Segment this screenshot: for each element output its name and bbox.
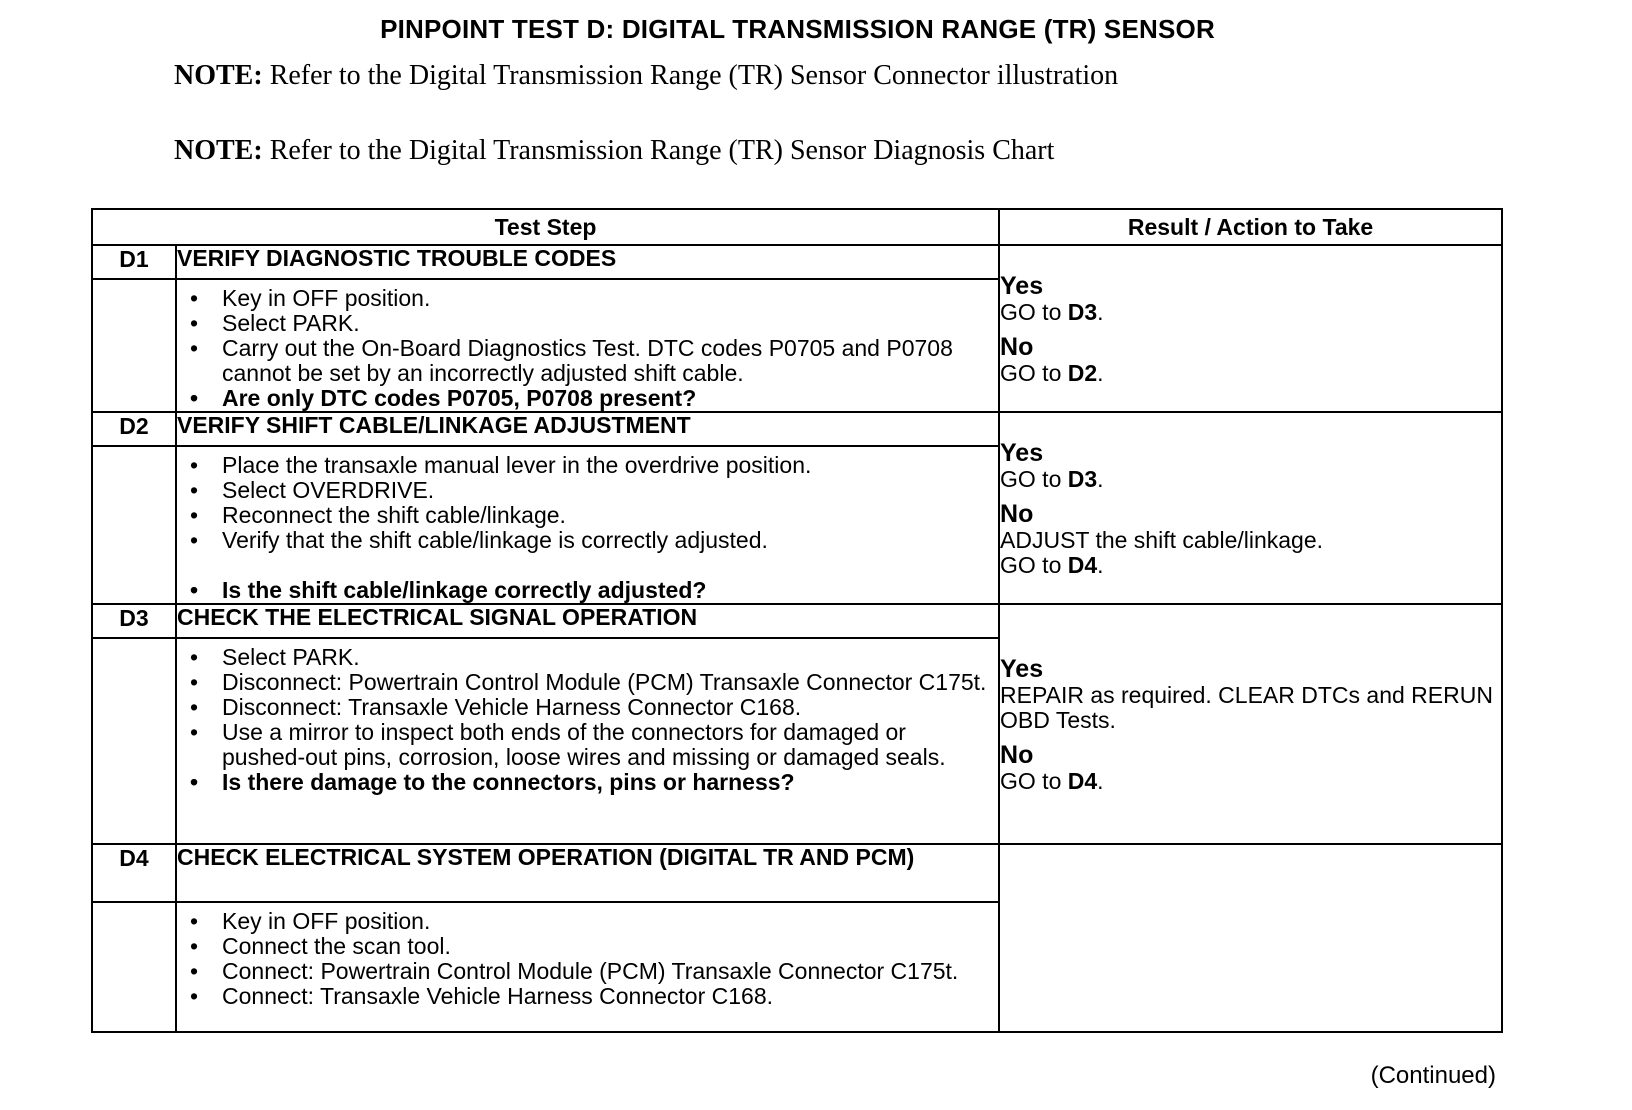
note-label: NOTE:: [174, 135, 263, 166]
table-header-row: [92, 209, 1502, 245]
step-id: D1: [92, 245, 176, 279]
continued-label: (Continued): [1370, 1062, 1496, 1089]
instruction-item: • Carry out the On-Board Diagnostics Test. DTC codes P0705 and P0708 cannot be set by an incorrectly adjusted shift cable.: [222, 336, 988, 386]
instruction-item: • Select OVERDRIVE.: [222, 478, 988, 503]
step-instructions: [176, 446, 999, 604]
result-yes-label: Yes: [1000, 654, 1044, 683]
instruction-item: • Key in OFF position.: [222, 909, 988, 934]
step-reference: D2: [1067, 359, 1098, 386]
instruction-item: • Select PARK.: [222, 645, 988, 670]
instruction-item: • Select PARK.: [222, 311, 988, 336]
step-title: CHECK THE ELECTRICAL SIGNAL OPERATION: [176, 604, 999, 638]
step-id: D3: [92, 604, 176, 638]
step-d2-title-row: [92, 412, 1502, 446]
instruction-item: • Connect: Powertrain Control Module (PCM) Transaxle Connector C175t.: [222, 959, 988, 984]
step-d4-result: [999, 844, 1502, 1032]
result-no-label: No: [1000, 740, 1034, 769]
step-title: CHECK ELECTRICAL SYSTEM OPERATION (DIGITAL TR AND PCM): [176, 844, 999, 902]
note-text: Refer to the Digital Transmission Range (TR) Sensor Connector illustration: [269, 60, 1119, 91]
step-d3-result: [999, 604, 1502, 844]
step-id-blank: [92, 902, 176, 1032]
instruction-item: • Reconnect the shift cable/linkage.: [222, 503, 988, 528]
result-no-label: No: [1000, 332, 1034, 361]
step-id: D2: [92, 412, 176, 446]
result-yes-action: GO to D3.: [1000, 298, 1104, 325]
pinpoint-test-table: [91, 208, 1503, 1033]
instruction-item: • Use a mirror to inspect both ends of the connectors for damaged or pushed-out pins, corrosion, loose wires and missing or damaged seals.: [222, 720, 988, 770]
step-title: VERIFY SHIFT CABLE/LINKAGE ADJUSTMENT: [176, 412, 999, 446]
note-label: NOTE:: [174, 60, 263, 91]
result-yes-label: Yes: [1000, 271, 1044, 300]
instruction-question: • Is there damage to the connectors, pins or harness?: [222, 770, 988, 795]
step-d3-title-row: [92, 604, 1502, 638]
page-title: PINPOINT TEST D: DIGITAL TRANSMISSION RANGE (TR) SENSOR: [380, 14, 1215, 44]
result-yes-action: GO to D3.: [1000, 465, 1104, 492]
note-connector-illustration: [174, 60, 1118, 92]
result-yes-action: REPAIR as required. CLEAR DTCs and RERUN OBD Tests.: [1000, 681, 1493, 733]
step-instructions: [176, 638, 999, 844]
result-no-action: GO to D4.: [1000, 551, 1104, 578]
header-result-action: Result / Action to Take: [999, 209, 1502, 245]
header-test-step: Test Step: [92, 209, 999, 245]
step-reference: D4: [1067, 767, 1098, 794]
result-no-action: GO to D2.: [1000, 359, 1104, 386]
step-instructions: [176, 279, 999, 412]
step-id-blank: [92, 446, 176, 604]
step-reference: D3: [1067, 465, 1098, 492]
step-id-blank: [92, 638, 176, 844]
note-text: Refer to the Digital Transmission Range (TR) Sensor Diagnosis Chart: [269, 135, 1055, 166]
instruction-item: • Verify that the shift cable/linkage is correctly adjusted.: [222, 528, 988, 553]
instruction-item: • Disconnect: Powertrain Control Module (PCM) Transaxle Connector C175t.: [222, 670, 988, 695]
instruction-item: • Disconnect: Transaxle Vehicle Harness Connector C168.: [222, 695, 988, 720]
note-diagnosis-chart: [174, 135, 1054, 167]
step-d4-title-row: [92, 844, 1502, 902]
step-reference: D3: [1067, 298, 1098, 325]
instruction-item: • Key in OFF position.: [222, 286, 988, 311]
instruction-question: • Are only DTC codes P0705, P0708 present?: [222, 386, 988, 411]
result-no-action: GO to D4.: [1000, 767, 1104, 794]
step-id: D4: [92, 844, 176, 902]
step-d1-title-row: [92, 245, 1502, 279]
result-no-adjust: ADJUST the shift cable/linkage.: [1000, 526, 1324, 553]
step-d1-result: [999, 245, 1502, 412]
result-no-label: No: [1000, 499, 1034, 528]
instruction-item: • Place the transaxle manual lever in the overdrive position.: [222, 453, 988, 478]
instruction-item: • Connect the scan tool.: [222, 934, 988, 959]
step-d2-result: [999, 412, 1502, 604]
step-id-blank: [92, 279, 176, 412]
step-title: VERIFY DIAGNOSTIC TROUBLE CODES: [176, 245, 999, 279]
step-instructions: [176, 902, 999, 1032]
instruction-item: • Connect: Transaxle Vehicle Harness Connector C168.: [222, 984, 988, 1009]
result-yes-label: Yes: [1000, 438, 1044, 467]
instruction-question: • Is the shift cable/linkage correctly adjusted?: [222, 578, 988, 603]
step-reference: D4: [1067, 551, 1098, 578]
